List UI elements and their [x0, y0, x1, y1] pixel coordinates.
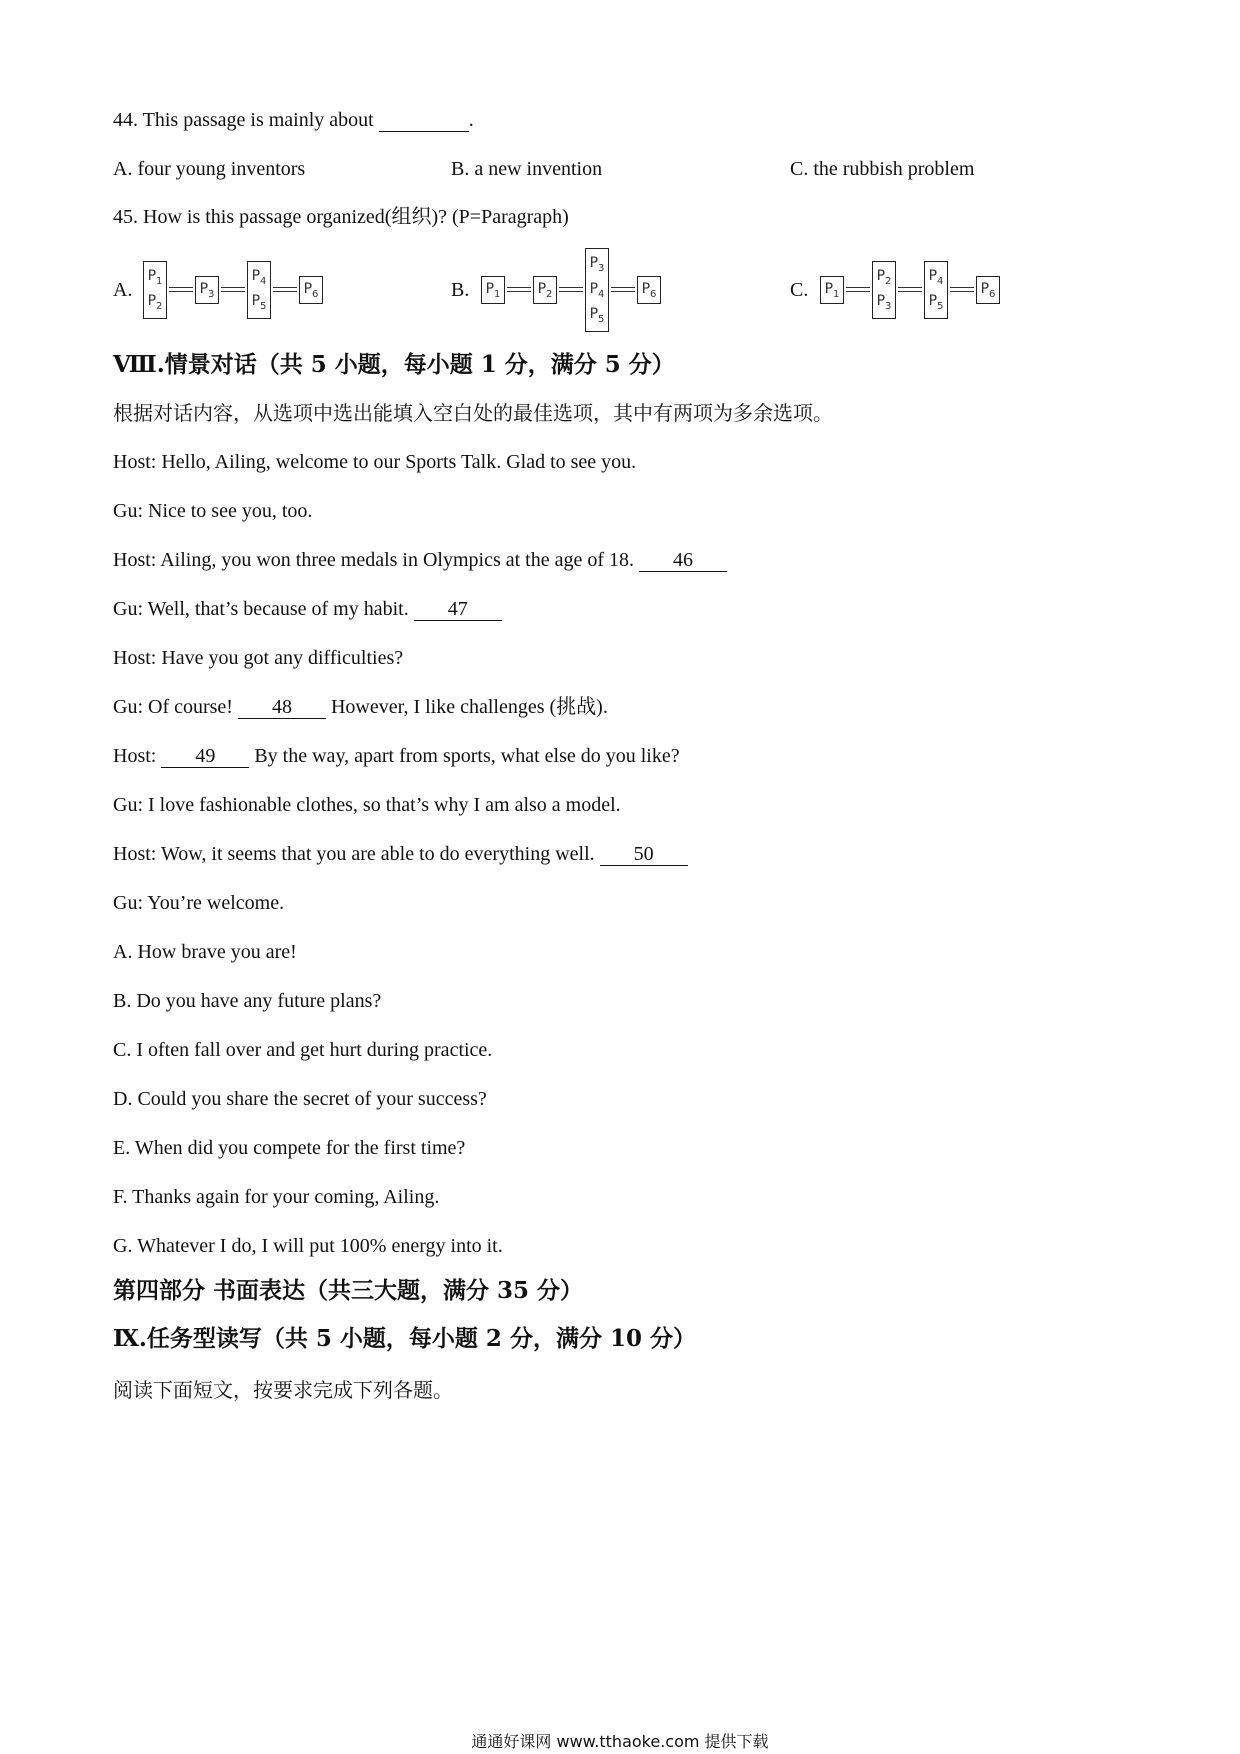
paragraph-number: 4: [260, 275, 267, 287]
paragraph-label: $P_4$: [589, 280, 605, 300]
answer-blank-46: 46: [639, 549, 727, 572]
dialogue-line: [113, 792, 621, 818]
paragraph-group-box: [143, 261, 167, 319]
q44-option-c: C. the rubbish problem: [790, 158, 975, 180]
section9-heading: Ⅸ.任务型读写（共 5 小题，每小题 2 分，满分 10 分）: [113, 1325, 696, 1352]
paragraph-label: $P_3$: [199, 280, 215, 300]
q44-stem-line: [113, 107, 474, 133]
paragraph-label: $P_6$: [303, 280, 319, 300]
paragraph-group-box: [637, 276, 661, 304]
q44-period: .: [468, 109, 474, 131]
dialogue-line: [113, 596, 502, 622]
paragraph-group-box: [299, 276, 323, 304]
connector-line: [221, 287, 245, 292]
paragraph-group-box: [585, 248, 609, 332]
paragraph-label: $P_1$: [147, 268, 163, 287]
paragraph-label: $P_6$: [641, 280, 657, 300]
paragraph-label: $P_1$: [824, 280, 840, 300]
q44-blank: [379, 109, 469, 132]
q44-stem: 44. This passage is mainly about: [113, 109, 374, 131]
dialogue-text-after: However, I like challenges (挑战).: [325, 696, 608, 718]
connector-line: [559, 287, 583, 292]
paragraph-number: 6: [650, 288, 657, 300]
choice-option: A. How brave you are!: [113, 941, 297, 963]
connector-line: [846, 287, 870, 292]
footer-source: 通通好课网 www.tthaoke.com 提供下载: [471, 1732, 769, 1751]
q44-option-b: B. a new invention: [451, 158, 603, 180]
paragraph-number: 4: [937, 275, 944, 287]
q45-option-letter: A.: [113, 279, 133, 301]
paragraph-label: $P_4$: [928, 268, 944, 287]
dialogue-text-after: By the way, apart from sports, what else do you like?: [249, 745, 680, 767]
paragraph-label: $P_5$: [251, 293, 267, 312]
paragraph-group-box: [195, 276, 219, 304]
dialogue-line: [113, 498, 312, 524]
paragraph-label: $P_2$: [876, 268, 892, 287]
connector-line: [169, 287, 193, 292]
paragraph-group-box: [872, 261, 896, 319]
choice-option: F. Thanks again for your coming, Ailing.: [113, 1186, 440, 1208]
paragraph-label: $P_1$: [485, 280, 501, 300]
connector-line: [898, 287, 922, 292]
paragraph-number: 5: [598, 313, 605, 325]
choice-option: B. Do you have any future plans?: [113, 990, 382, 1012]
dialogue-line: [113, 694, 608, 720]
section8-instruction: 根据对话内容，从选项中选出能填入空白处的最佳选项，其中有两项为多余选项。: [113, 401, 833, 425]
dialogue-text: Host: Have you got any difficulties?: [113, 647, 404, 669]
dialogue-line: [113, 841, 688, 867]
choice-option: D. Could you share the secret of your success?: [113, 1088, 487, 1110]
paragraph-number: 3: [598, 263, 605, 275]
paragraph-number: 4: [598, 288, 605, 300]
paragraph-label: $P_2$: [147, 293, 163, 312]
connector-line: [507, 287, 531, 292]
connector-line: [611, 287, 635, 292]
paragraph-number: 1: [494, 288, 501, 300]
section9-instruction: 阅读下面短文，按要求完成下列各题。: [113, 1378, 453, 1402]
paragraph-label: $P_3$: [589, 255, 605, 275]
paragraph-label: $P_5$: [589, 305, 605, 325]
dialogue-line: [113, 890, 284, 916]
answer-blank-50: 50: [600, 843, 688, 866]
connector-line: [950, 287, 974, 292]
section8-heading: Ⅷ.情景对话（共 5 小题，每小题 1 分，满分 5 分）: [113, 351, 675, 378]
connector-line: [273, 287, 297, 292]
paragraph-label: $P_4$: [251, 268, 267, 287]
paragraph-number: 1: [833, 288, 840, 300]
dialogue-text: Host:: [113, 745, 162, 767]
paragraph-number: 5: [260, 300, 267, 312]
paragraph-number: 3: [208, 288, 215, 300]
dialogue-line: [113, 449, 636, 475]
q44-option-a: A. four young inventors: [113, 158, 306, 180]
paragraph-number: 3: [885, 300, 892, 312]
dialogue-line: [113, 743, 680, 769]
paragraph-label: $P_3$: [876, 293, 892, 312]
dialogue-text: Gu: Of course!: [113, 696, 238, 718]
paragraph-number: 2: [885, 275, 892, 287]
paragraph-number: 5: [937, 300, 944, 312]
dialogue-text: Gu: Nice to see you, too.: [113, 500, 313, 522]
paragraph-group-box: [247, 261, 271, 319]
paragraph-label: $P_6$: [980, 280, 996, 300]
dialogue-text: Gu: You’re welcome.: [113, 892, 285, 914]
dialogue-text: Gu: Well, that’s because of my habit.: [113, 598, 414, 620]
dialogue-text: Host: Ailing, you won three medals in Olympics at the age of 18.: [113, 549, 640, 571]
q45-option-letter: B.: [451, 279, 470, 301]
dialogue-text: Host: Wow, it seems that you are able to do everything well.: [113, 843, 600, 865]
answer-blank-47: 47: [414, 598, 502, 621]
choice-option: G. Whatever I do, I will put 100% energy into it.: [113, 1235, 503, 1257]
part4-heading: 第四部分 书面表达（共三大题，满分 35 分）: [113, 1277, 584, 1304]
paragraph-number: 2: [546, 288, 553, 300]
q45-option-letter: C.: [790, 279, 809, 301]
choice-option: E. When did you compete for the first time?: [113, 1137, 466, 1159]
paragraph-group-box: [481, 276, 505, 304]
paragraph-number: 2: [156, 300, 163, 312]
paragraph-group-box: [820, 276, 844, 304]
answer-blank-49: 49: [161, 745, 249, 768]
dialogue-text: Host: Hello, Ailing, welcome to our Sports Talk. Glad to see you.: [113, 451, 637, 473]
paragraph-number: 6: [989, 288, 996, 300]
choice-option: C. I often fall over and get hurt during practice.: [113, 1039, 493, 1061]
q45-stem: 45. How is this passage organized(组织)? (P=Paragraph): [113, 206, 569, 228]
paragraph-label: $P_5$: [928, 293, 944, 312]
dialogue-line: [113, 645, 403, 671]
paragraph-group-box: [924, 261, 948, 319]
paragraph-number: 1: [156, 275, 163, 287]
answer-blank-48: 48: [238, 696, 326, 719]
dialogue-line: [113, 547, 727, 573]
paragraph-label: $P_2$: [537, 280, 553, 300]
dialogue-text: Gu: I love fashionable clothes, so that’s why I am also a model.: [113, 794, 621, 816]
paragraph-group-box: [976, 276, 1000, 304]
paragraph-group-box: [533, 276, 557, 304]
paragraph-number: 6: [312, 288, 319, 300]
